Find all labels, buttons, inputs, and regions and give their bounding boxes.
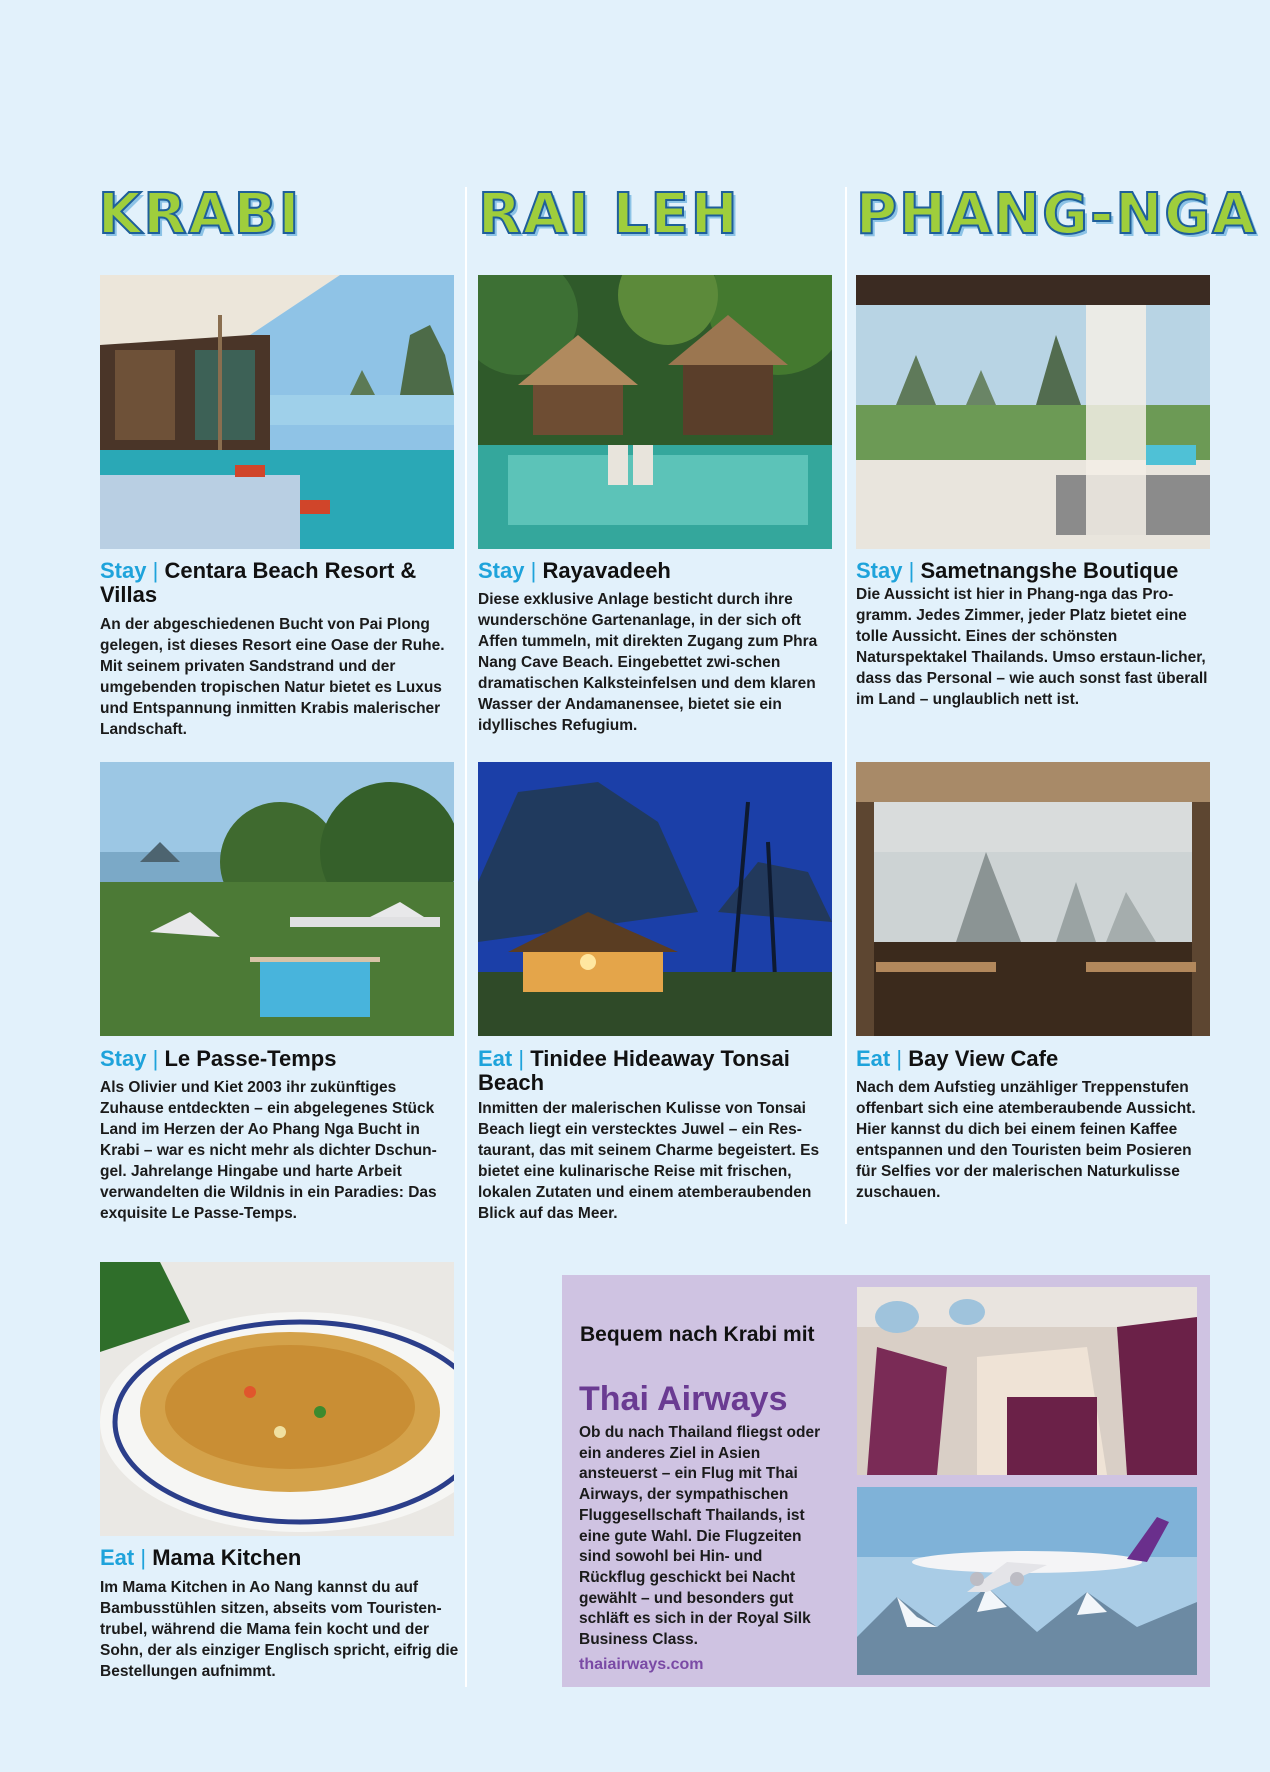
- category-label: Stay: [100, 1046, 147, 1071]
- resort-villa-photo: [100, 275, 454, 549]
- column-divider: [845, 187, 847, 1224]
- category-label: Stay: [856, 558, 903, 583]
- category-label: Stay: [478, 558, 525, 583]
- heading-krabi: KRABI: [98, 182, 302, 247]
- place-name: Le Passe-Temps: [164, 1046, 337, 1071]
- thai-airways-ad: [562, 1275, 1210, 1687]
- garden-pavilions-photo: [478, 275, 832, 549]
- heading-rai-leh: RAI LEH: [478, 182, 740, 247]
- card-title: [100, 1546, 454, 1570]
- separator: |: [530, 558, 537, 583]
- card-title: [478, 1047, 832, 1095]
- business-class-seats-photo: [857, 1287, 1197, 1475]
- ad-text: Ob du nach Thailand fliegst oder ein anderes Ziel in Asien ansteuerst – ein Flug mit Thai Airways, der sympathischen Fluggesellschaft Thailands, ist eine gute Wahl. Die Flugzeiten sind sowohl bei Hin- und Rückflug geschickt bei Nacht gewählt – und besonders gut schläft es sich in der Royal Silk Business Class.: [579, 1424, 821, 1649]
- category-label: Eat: [100, 1545, 135, 1570]
- ad-website-link[interactable]: thaiairways.com: [579, 1656, 704, 1673]
- place-name: Sametnangshe Boutique: [920, 558, 1179, 583]
- card-description: Im Mama Kitchen in Ao Nang kannst du auf Bambusstühlen sitzen, abseits vom Touristen-trubel, während die Mama fein kocht und der Sohn, der als einziger Englisch spricht, eifrig die Bestellungen aufnimmt.: [100, 1579, 459, 1680]
- airplane-over-mountains-photo: [857, 1487, 1197, 1675]
- card-title: [100, 1047, 454, 1071]
- place-name: Mama Kitchen: [152, 1545, 302, 1570]
- separator: |: [908, 558, 915, 583]
- column-divider: [465, 187, 467, 1687]
- place-name: Centara Beach Resort & Villas: [100, 558, 417, 607]
- separator: |: [896, 1046, 903, 1071]
- heading-phang-nga: PHANG-NGA: [856, 182, 1258, 247]
- card-description: An der abgeschiedenen Bucht von Pai Plong gelegen, ist dieses Resort eine Oase der Ruhe. Mit seinem privaten Sandstrand und der umgebenden tropischen Natur bietet es Luxus und Entspannung inmitten Krabis malerischer Landschaft.: [100, 616, 445, 738]
- separator: |: [152, 1046, 159, 1071]
- card-description: Als Olivier und Kiet 2003 ihr zukünftiges Zuhause entdeckten – ein abgelegenes Stück Land im Herzen der Ao Phang Nga Bucht in Krabi – war es nicht mehr als dichter Dschun-gel. Jahrelange Hingabe und harte Arbeit verwandelten die Wildnis in ein Paradies: Das exquisite Le Passe-Temps.: [100, 1079, 437, 1222]
- category-label: Stay: [100, 558, 147, 583]
- card-title: [100, 559, 454, 607]
- place-name: Rayavadeeh: [542, 558, 671, 583]
- pineapple-fried-rice-photo: [100, 1262, 454, 1536]
- category-label: Eat: [856, 1046, 891, 1071]
- separator: |: [518, 1046, 525, 1071]
- separator: |: [152, 558, 159, 583]
- place-name: Tinidee Hideaway Tonsai Beach: [478, 1046, 790, 1095]
- category-label: Eat: [478, 1046, 513, 1071]
- card-description: Inmitten der malerischen Kulisse von Tonsai Beach liegt ein verstecktes Juwel – ein Res-taurant, das mit seinem Charme begeistert. Es bietet eine kulinarische Reise mit frischen, lokalen Zutaten und einem atemberaubenden Blick auf das Meer.: [478, 1100, 820, 1222]
- jungle-bungalows-photo: [100, 762, 454, 1036]
- card-description: Die Aussicht ist hier in Phang-nga das Pro-gramm. Jedes Zimmer, jeder Platz bietet eine tolle Aussicht. Eines der schönsten Naturspektakel Thailands. Umso erstaun-licher, dass das Personal – wie auch sonst fast überall im Land – unglaublich nett ist.: [856, 586, 1208, 708]
- glass-room-photo: [856, 275, 1210, 549]
- ad-brand-name: Thai Airways: [579, 1380, 788, 1418]
- card-title: [856, 1047, 1210, 1071]
- separator: |: [140, 1545, 147, 1570]
- card-title: [478, 559, 832, 583]
- night-pavilion-photo: [478, 762, 832, 1036]
- card-title: [856, 559, 1210, 583]
- ad-headline: Bequem nach Krabi mit: [580, 1323, 815, 1346]
- card-description: Nach dem Aufstieg unzähliger Treppenstufen offenbart sich eine atemberaubende Aussicht. Hier kannst du dich bei einem feinen Kaffee entspannen und den Touristen beim Posieren für Selfies vor der malerischen Naturkulisse zuschauen.: [856, 1079, 1196, 1201]
- place-name: Bay View Cafe: [908, 1046, 1059, 1071]
- card-description: Diese exklusive Anlage besticht durch ihre wunderschöne Gartenanlage, in der sich oft Affen tummeln, mit direkten Zugang zum Phra Nang Cave Beach. Eingebettet zwi-schen dramatischen Kalksteinfelsen und dem klaren Wasser der Andamanensee, bietet sie ein idyllisches Refugium.: [478, 591, 818, 734]
- cafe-terrace-photo: [856, 762, 1210, 1036]
